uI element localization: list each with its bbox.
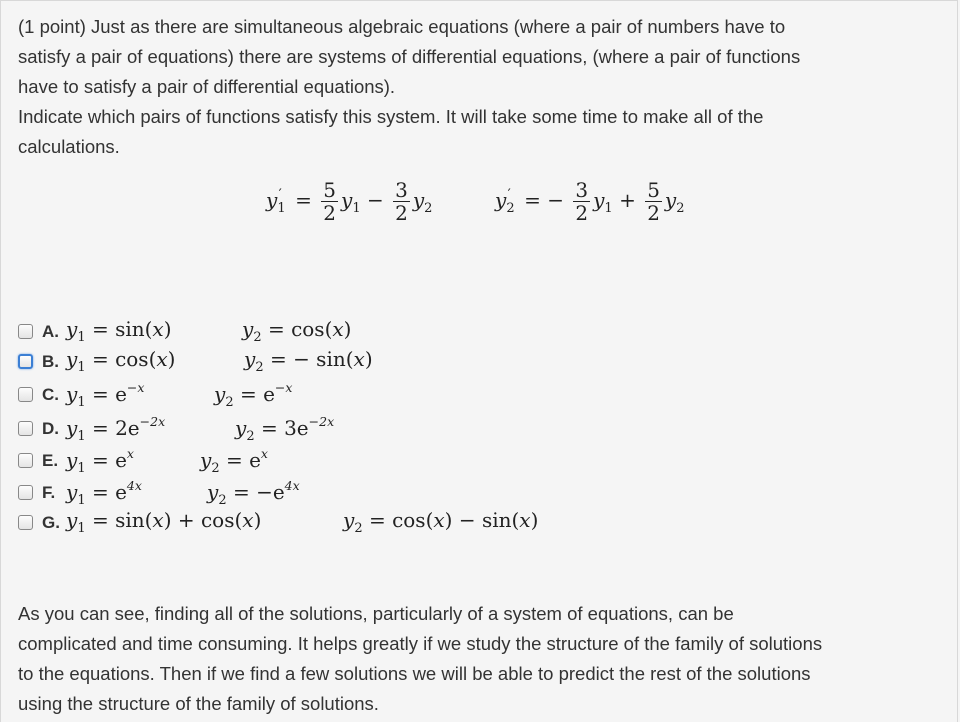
- fraction: $\frac{5}{2}$: [647, 178, 660, 225]
- intro-line: have to satisfy a pair of differential equations).: [18, 76, 396, 97]
- option-e-checkbox[interactable]: [18, 453, 33, 468]
- outro-line: using the structure of the family of solutions.: [18, 693, 379, 714]
- option-letter: F.: [42, 483, 56, 502]
- outro-line: As you can see, finding all of the solutions, particularly of a system of equations, can be: [18, 603, 734, 624]
- intro-line: satisfy a pair of equations) there are systems of differential equations, (where a pair of functions: [18, 46, 801, 67]
- intro-line: Indicate which pairs of functions satisfy this system. It will take some time to make all of the: [18, 106, 764, 127]
- fraction: $\frac{5}{2}$: [323, 178, 336, 225]
- option-letter: E.: [42, 451, 59, 470]
- option-f-y2: $y_2 = -e^{4x}$: [207, 478, 300, 508]
- option-letter: A.: [42, 322, 59, 341]
- option-a-y2: $y_2 = \cos(x)$: [242, 317, 352, 345]
- option-letter: D.: [42, 419, 59, 438]
- option-d-y1: $y_1 = 2e^{-2x}$: [66, 414, 166, 444]
- option-d-y2: $y_2 = 3e^{-2x}$: [235, 414, 335, 444]
- option-g-y2: $y_2 = \cos(x) - \sin(x)$: [343, 508, 539, 536]
- option-c-checkbox[interactable]: [18, 387, 33, 402]
- option-letter: C.: [42, 385, 59, 404]
- intro-line: calculations.: [18, 136, 120, 157]
- option-letter: B.: [42, 352, 59, 371]
- system-equation-2: $y_2'$ = − $\frac{3}{2}$ $y_1$ + $\frac{5}{2}$ $y_2$: [495, 178, 685, 225]
- option-g-y1: $y_1 = \sin(x) + \cos(x)$: [66, 508, 262, 536]
- option-e-y2: $y_2 = e^x$: [200, 446, 268, 476]
- problem-intro: [18, 12, 948, 162]
- fraction: $\frac{3}{2}$: [395, 178, 408, 225]
- option-f-y1: $y_1 = e^{4x}$: [66, 478, 142, 508]
- system-equation-1: $y_1'$ = $\frac{5}{2}$ $y_1$ − $\frac{3}{2}$ $y_2$: [266, 178, 433, 225]
- outro-line: complicated and time consuming. It helps greatly if we study the structure of the family of solutions: [18, 633, 823, 654]
- option-letter: G.: [42, 513, 60, 532]
- option-g-checkbox[interactable]: [18, 515, 33, 530]
- option-b-checkbox[interactable]: [18, 354, 33, 369]
- fraction: $\frac{3}{2}$: [575, 178, 589, 225]
- option-a-checkbox[interactable]: [18, 324, 33, 339]
- intro-line: (1 point) Just as there are simultaneous algebraic equations (where a pair of numbers have to: [18, 16, 786, 37]
- option-f-checkbox[interactable]: [18, 485, 33, 500]
- option-b-y2: $y_2$ = − sin(x): [244, 347, 373, 375]
- option-a-y1: $y_1 = \sin(x)$: [66, 317, 172, 345]
- outro-line: to the equations. Then if we find a few solutions we will be able to predict the rest of the solutions: [18, 663, 811, 684]
- option-d-checkbox[interactable]: [18, 421, 33, 436]
- option-e-y1: $y_1 = e^x$: [66, 446, 134, 476]
- problem-outro: [18, 599, 948, 719]
- option-c-y2: $y_2 = e^{-x}$: [214, 380, 293, 410]
- option-c-y1: $y_1 = e^{-x}$: [66, 380, 145, 410]
- option-b-y1: $y_1 = \cos(x)$: [66, 347, 176, 375]
